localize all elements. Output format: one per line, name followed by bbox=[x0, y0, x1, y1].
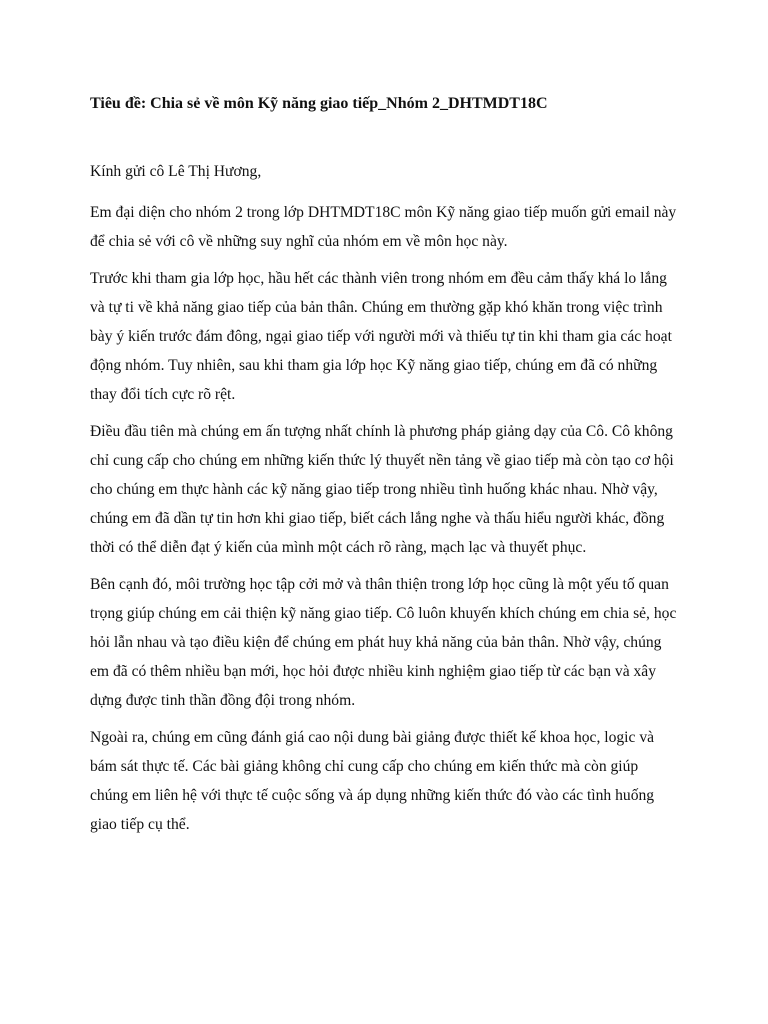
paragraph-before-class: Trước khi tham gia lớp học, hầu hết các thành viên trong nhóm em đều cảm thấy khá lo lắng và tự ti về khả năng giao tiếp của bản thân. Chúng em thường gặp khó khăn trong việc trình bày ý kiến trước đám đông, ngại giao tiếp với người mới và thiếu tự tin khi tham gia các hoạt động nhóm. Tuy nhiên, sau khi tham gia lớp học Kỹ năng giao tiếp, chúng em đã có những thay đổi tích cực rõ rệt. bbox=[90, 270, 672, 403]
paragraph-teaching-method: Điều đầu tiên mà chúng em ấn tượng nhất chính là phương pháp giảng dạy của Cô. Cô không chỉ cung cấp cho chúng em những kiến thức lý thuyết nền tảng về giao tiếp mà còn tạo cơ hội cho chúng em thực hành các kỹ năng giao tiếp trong nhiều tình huống khác nhau. Nhờ vậy, chúng em đã dần tự tin hơn khi giao tiếp, biết cách lắng nghe và thấu hiểu người khác, đồng thời có thể diễn đạt ý kiến của mình một cách rõ ràng, mạch lạc và thuyết phục. bbox=[90, 423, 674, 556]
email-subject: Tiêu đề: Chia sẻ về môn Kỹ năng giao tiếp_Nhóm 2_DHTMDT18C bbox=[90, 95, 548, 112]
email-greeting: Kính gửi cô Lê Thị Hương, bbox=[90, 163, 262, 180]
paragraph-lecture-content: Ngoài ra, chúng em cũng đánh giá cao nội dung bài giảng được thiết kế khoa học, logic và bám sát thực tế. Các bài giảng không chỉ cung cấp cho chúng em kiến thức mà còn giúp chúng em liên hệ với thực tế cuộc sống và áp dụng những kiến thức đó vào các tình huống giao tiếp cụ thể. bbox=[90, 729, 655, 833]
paragraph-intro: Em đại diện cho nhóm 2 trong lớp DHTMDT18C môn Kỹ năng giao tiếp muốn gửi email này để chia sẻ với cô về những suy nghĩ của nhóm em về môn học này. bbox=[90, 204, 677, 250]
paragraph-learning-environment: Bên cạnh đó, môi trường học tập cởi mở và thân thiện trong lớp học cũng là một yếu tố quan trọng giúp chúng em cải thiện kỹ năng giao tiếp. Cô luôn khuyến khích chúng em chia sẻ, học hỏi lẫn nhau và tạo điều kiện để chúng em phát huy khả năng của bản thân. Nhờ vậy, chúng em đã có thêm nhiều bạn mới, học hỏi được nhiều kinh nghiệm giao tiếp từ các bạn và xây dựng được tinh thần đồng đội trong nhóm. bbox=[90, 576, 677, 709]
